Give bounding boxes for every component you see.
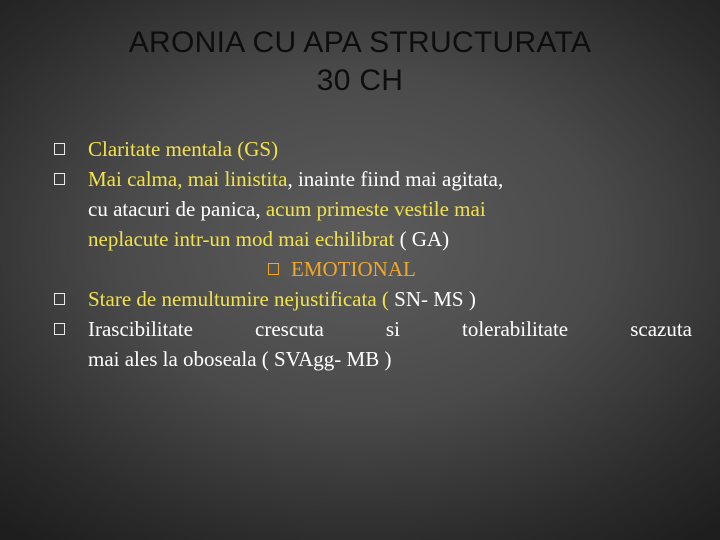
bullet-text: SN- MS ) [394, 287, 476, 311]
bullet-text: cu atacuri de panica, [88, 197, 261, 221]
bullet-text: , inainte fiind mai agitata, [287, 167, 504, 191]
sub-bullet-text: EMOTIONAL [291, 257, 416, 281]
hollow-square-bullet-icon [54, 323, 65, 335]
bullet-text-highlight: acum primeste vestile mai [265, 197, 486, 221]
bullet-word: scazuta [630, 317, 692, 341]
bullet-word: Irascibilitate [88, 317, 193, 341]
hollow-square-bullet-icon [268, 263, 279, 275]
slide-title [0, 24, 720, 100]
bullet-word: tolerabilitate [462, 317, 569, 341]
bullet-item-nemultumire [52, 284, 692, 314]
bullet-item-calma [52, 164, 692, 254]
bullet-word: si [385, 317, 400, 341]
hollow-square-bullet-icon [54, 143, 65, 155]
bullet-text-highlight: Stare de nemultumire nejustificata ( [88, 287, 389, 311]
bullet-text: mai ales la oboseala ( SVAgg- MB ) [88, 347, 392, 371]
bullet-line [88, 314, 692, 344]
bullet-list [52, 134, 692, 374]
hollow-square-bullet-icon [54, 293, 65, 305]
bullet-text-highlight: Mai calma, mai linistita [88, 167, 288, 191]
bullet-line [88, 164, 692, 194]
hollow-square-bullet-icon [54, 173, 65, 185]
sub-bullet-emotional [52, 254, 692, 284]
bullet-item-claritate [52, 134, 692, 164]
bullet-item-irascibilitate [52, 314, 692, 374]
bullet-line [88, 194, 692, 224]
bullet-text: ( GA) [399, 227, 450, 251]
bullet-text: Claritate mentala (GS) [88, 137, 279, 161]
title-line-2: 30 CH [316, 64, 404, 97]
bullet-line [88, 224, 692, 254]
bullet-text-highlight: neplacute intr-un mod mai echilibrat [88, 227, 395, 251]
title-line-1: ARONIA CU APA STRUCTURATA [128, 26, 592, 59]
bullet-word: crescuta [255, 317, 324, 341]
